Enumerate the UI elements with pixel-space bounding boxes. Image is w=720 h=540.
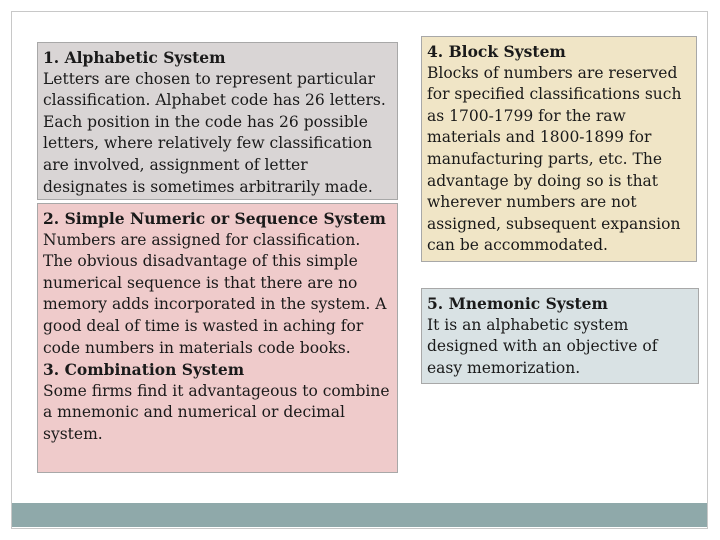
block-system-heading: 4. Block System <box>427 42 566 61</box>
block-system-text: Blocks of numbers are reserved for specified classifications such as 1700-1799 for the raw materials and 1800-1899 for manufacturing parts, etc. The advantage by doing so is that wherever numbers are not assigned, subsequent expansion can be accommodated. <box>427 63 682 255</box>
numeric-combination-box <box>37 203 398 473</box>
alphabetic-system-heading: 1. Alphabetic System <box>43 48 226 67</box>
mnemonic-system-heading: 5. Mnemonic System <box>427 294 608 313</box>
simple-numeric-system-heading: 2. Simple Numeric or Sequence System <box>43 209 386 228</box>
mnemonic-system-box <box>421 288 699 384</box>
block-system-box <box>421 36 697 262</box>
mnemonic-system-text: It is an alphabetic system designed with an objective of easy memorization. <box>427 315 658 377</box>
alphabetic-system-box <box>37 42 398 200</box>
simple-numeric-system-text: Numbers are assigned for classification. The obvious disadvantage of this simple numerical sequence is that there are no memory adds incorporated in the system. A good deal of time is wasted in aching for code numbers in materials code books. <box>43 230 387 357</box>
alphabetic-system-text: Letters are chosen to represent particular classification. Alphabet code has 26 letters. Each position in the code has 26 possible letters, where relatively few classification are involved, assignment of letter designates is sometimes arbitrarily made. <box>43 69 386 196</box>
footer-bar <box>12 503 707 527</box>
combination-system-text: Some firms find it advantageous to combine a mnemonic and numerical or decimal system. <box>43 381 390 443</box>
combination-system-heading: 3. Combination System <box>43 360 245 380</box>
